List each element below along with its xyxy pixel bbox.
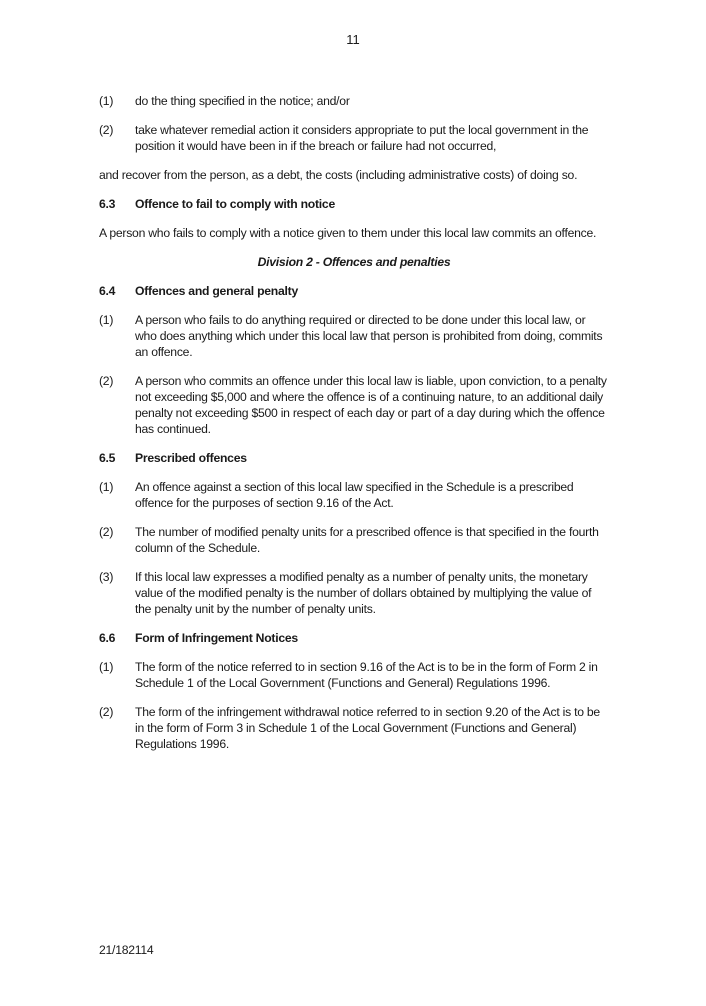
section-heading-6-4	[99, 283, 609, 299]
division-heading: Division 2 - Offences and penalties	[257, 255, 451, 269]
item-number: (1)	[99, 660, 114, 674]
item-number: (1)	[99, 94, 114, 108]
section-number: 6.6	[99, 631, 116, 645]
list-item	[99, 373, 609, 437]
item-text: The form of the infringement withdrawal notice referred to in section 9.20 of the Act is to be in the form of Form 3 in Schedule 1 of the Local Government (Functions and General) Regulations 1996.	[135, 705, 600, 751]
section-number: 6.3	[99, 197, 116, 211]
item-number: (2)	[99, 525, 114, 539]
item-number: (1)	[99, 313, 114, 327]
section-number: 6.4	[99, 284, 116, 298]
section-title: Prescribed offences	[135, 451, 247, 465]
item-text: An offence against a section of this local law specified in the Schedule is a prescribed offence for the purposes of section 9.16 of the Act.	[135, 480, 574, 510]
list-item	[99, 312, 609, 360]
page-number: 11	[346, 32, 360, 47]
section-heading-6-5	[99, 450, 609, 466]
item-text: If this local law expresses a modified penalty as a number of penalty units, the monetary value of the modified penalty is the number of dollars obtained by multiplying the value of the penalty unit by the number of penalty units.	[135, 570, 592, 616]
item-number: (2)	[99, 705, 114, 719]
item-text: The number of modified penalty units for a prescribed offence is that specified in the fourth column of the Schedule.	[135, 525, 599, 555]
item-text: do the thing specified in the notice; and/or	[135, 94, 350, 108]
list-item	[99, 93, 609, 109]
section-number: 6.5	[99, 451, 116, 465]
item-text: A person who fails to do anything required or directed to be done under this local law, or who does anything which under this local law that person is prohibited from doing, commits an offence.	[135, 313, 603, 359]
list-item	[99, 122, 609, 154]
paragraph: A person who fails to comply with a notice given to them under this local law commits an offence.	[99, 226, 597, 240]
item-text: take whatever remedial action it considers appropriate to put the local government in the position it would have been in if the breach or failure had not occurred,	[135, 123, 589, 153]
item-text: A person who commits an offence under this local law is liable, upon conviction, to a penalty not exceeding $5,000 and where the offence is of a continuing nature, to an additional daily penalty not exceeding $500 in respect of each day or part of a day during which the offence has continued.	[135, 374, 607, 436]
item-number: (2)	[99, 123, 114, 137]
item-number: (2)	[99, 374, 114, 388]
list-item	[99, 524, 609, 556]
list-item	[99, 659, 609, 691]
document-body	[99, 93, 609, 765]
item-text: The form of the notice referred to in section 9.16 of the Act is to be in the form of Form 2 in Schedule 1 of the Local Government (Functions and General) Regulations 1996.	[135, 660, 598, 690]
list-item	[99, 479, 609, 511]
section-heading-6-3	[99, 196, 609, 212]
paragraph: and recover from the person, as a debt, the costs (including administrative costs) of doing so.	[99, 168, 578, 182]
item-number: (1)	[99, 480, 114, 494]
section-title: Offences and general penalty	[135, 284, 299, 298]
list-item	[99, 569, 609, 617]
section-title: Form of Infringement Notices	[135, 631, 298, 645]
section-title: Offence to fail to comply with notice	[135, 197, 335, 211]
list-item	[99, 704, 609, 752]
document-reference: 21/182114	[99, 943, 154, 957]
item-number: (3)	[99, 570, 114, 584]
section-heading-6-6	[99, 630, 609, 646]
